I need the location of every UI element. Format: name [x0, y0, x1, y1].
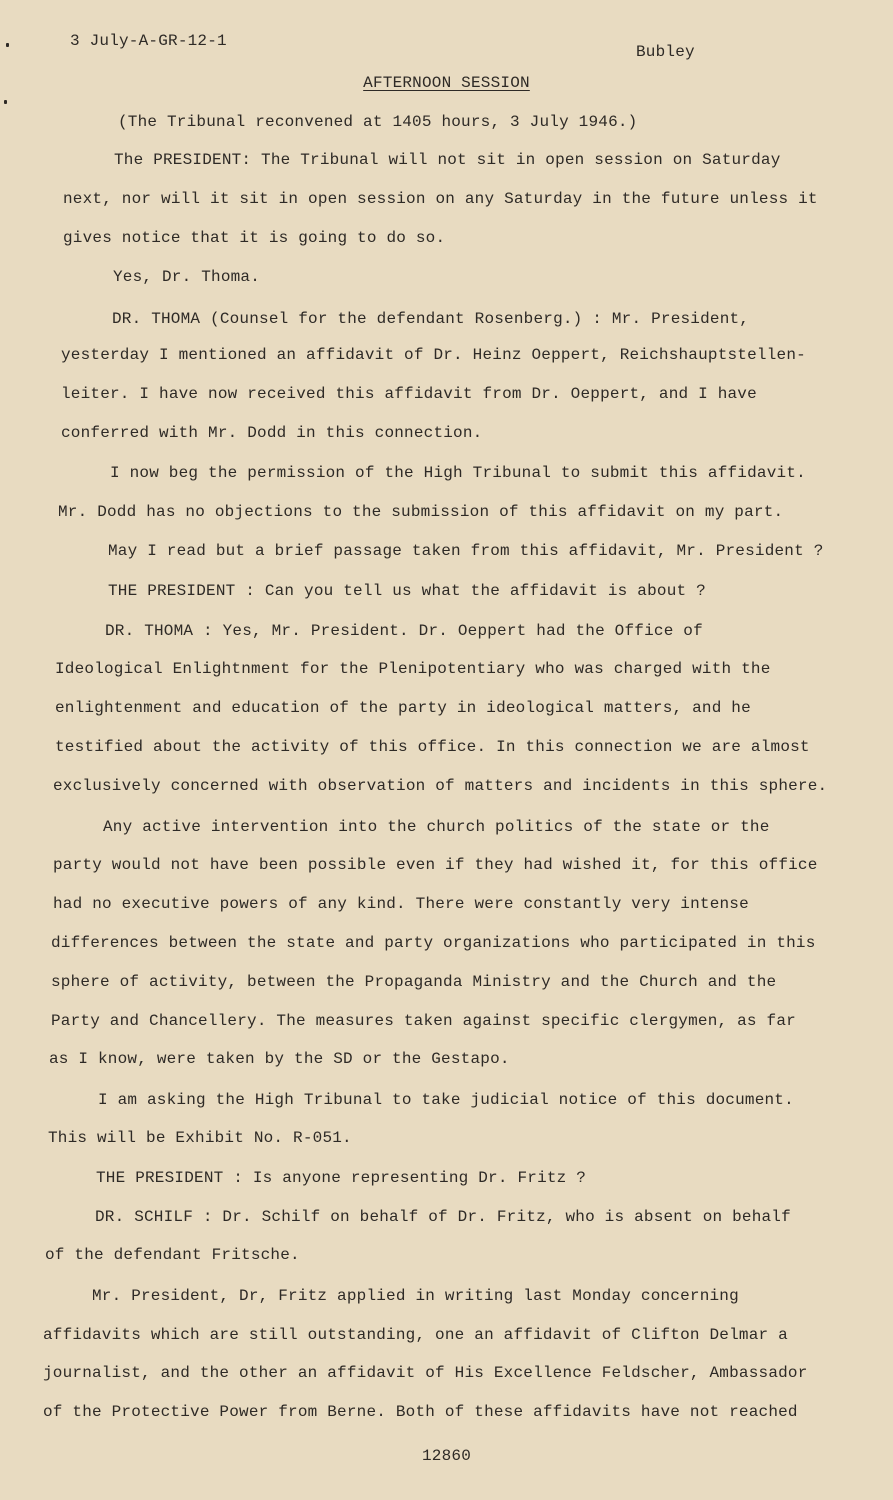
text-line: sphere of activity, between the Propaganda Ministry and the Church and the — [51, 973, 777, 991]
text-line: Party and Chancellery. The measures taken against specific clergymen, as far — [51, 1012, 796, 1030]
text-line: THE PRESIDENT : Is anyone representing Dr. Fritz ? — [96, 1169, 587, 1187]
page-number: 12860 — [421, 1447, 471, 1465]
session-title: AFTERNOON SESSION — [363, 74, 530, 92]
text-line: testified about the activity of this office. In this connection we are almost — [55, 738, 810, 756]
text-line: This will be Exhibit No. R-051. — [48, 1129, 352, 1147]
text-line: I am asking the High Tribunal to take judicial notice of this document. — [98, 1091, 794, 1109]
text-line: leiter. I have now received this affidavit from Dr. Oeppert, and I have — [61, 385, 757, 403]
text-line: Mr. President, Dr, Fritz applied in writing last Monday concerning — [92, 1287, 739, 1305]
text-line: enlightenment and education of the party in ideological matters, and he — [55, 699, 751, 717]
text-line: DR. SCHILF : Dr. Schilf on behalf of Dr. Fritz, who is absent on behalf — [95, 1208, 791, 1226]
text-line: (The Tribunal reconvened at 1405 hours, 3 July 1946.) — [118, 113, 638, 131]
reporter-name: Bubley — [636, 43, 695, 61]
text-line: had no executive powers of any kind. There were constantly very intense — [53, 895, 749, 913]
text-line: journalist, and the other an affidavit of His Excellence Feldscher, Ambassador — [43, 1364, 808, 1382]
document-id: 3 July-A-GR-12-1 — [70, 32, 227, 50]
text-line: party would not have been possible even if they had wished it, for this office — [53, 856, 818, 874]
text-line: gives notice that it is going to do so. — [63, 229, 446, 247]
text-line: differences between the state and party organizations who participated in this — [51, 934, 816, 952]
text-line: exclusively concerned with observation of matters and incidents in this sphere. — [53, 777, 828, 795]
text-line: yesterday I mentioned an affidavit of Dr. Heinz Oeppert, Reichshauptstellen- — [61, 346, 806, 364]
text-line: affidavits which are still outstanding, one an affidavit of Clifton Delmar a — [43, 1326, 788, 1344]
text-line: as I know, were taken by the SD or the Gestapo. — [49, 1050, 510, 1068]
margin-mark — [6, 43, 9, 47]
text-line: I now beg the permission of the High Tribunal to submit this affidavit. — [110, 464, 806, 482]
text-line: Any active intervention into the church politics of the state or the — [103, 818, 770, 836]
text-line: of the Protective Power from Berne. Both of these affidavits have not reached — [43, 1403, 798, 1421]
text-line: conferred with Mr. Dodd in this connection. — [61, 424, 483, 442]
text-line: The PRESIDENT: The Tribunal will not sit in open session on Saturday — [114, 151, 781, 169]
text-line: Mr. Dodd has no objections to the submission of this affidavit on my part. — [58, 503, 784, 521]
text-line: THE PRESIDENT : Can you tell us what the affidavit is about ? — [108, 582, 706, 600]
margin-mark — [4, 100, 7, 104]
text-line: DR. THOMA (Counsel for the defendant Rosenberg.) : Mr. President, — [112, 310, 750, 328]
text-line: Yes, Dr. Thoma. — [113, 268, 261, 286]
text-line: May I read but a brief passage taken from this affidavit, Mr. President ? — [108, 542, 824, 560]
text-line: DR. THOMA : Yes, Mr. President. Dr. Oeppert had the Office of — [105, 622, 703, 640]
text-line: of the defendant Fritsche. — [45, 1246, 300, 1264]
text-line: Ideological Enlightnment for the Plenipotentiary who was charged with the — [55, 660, 771, 678]
text-line: next, nor will it sit in open session on any Saturday in the future unless it — [63, 190, 818, 208]
